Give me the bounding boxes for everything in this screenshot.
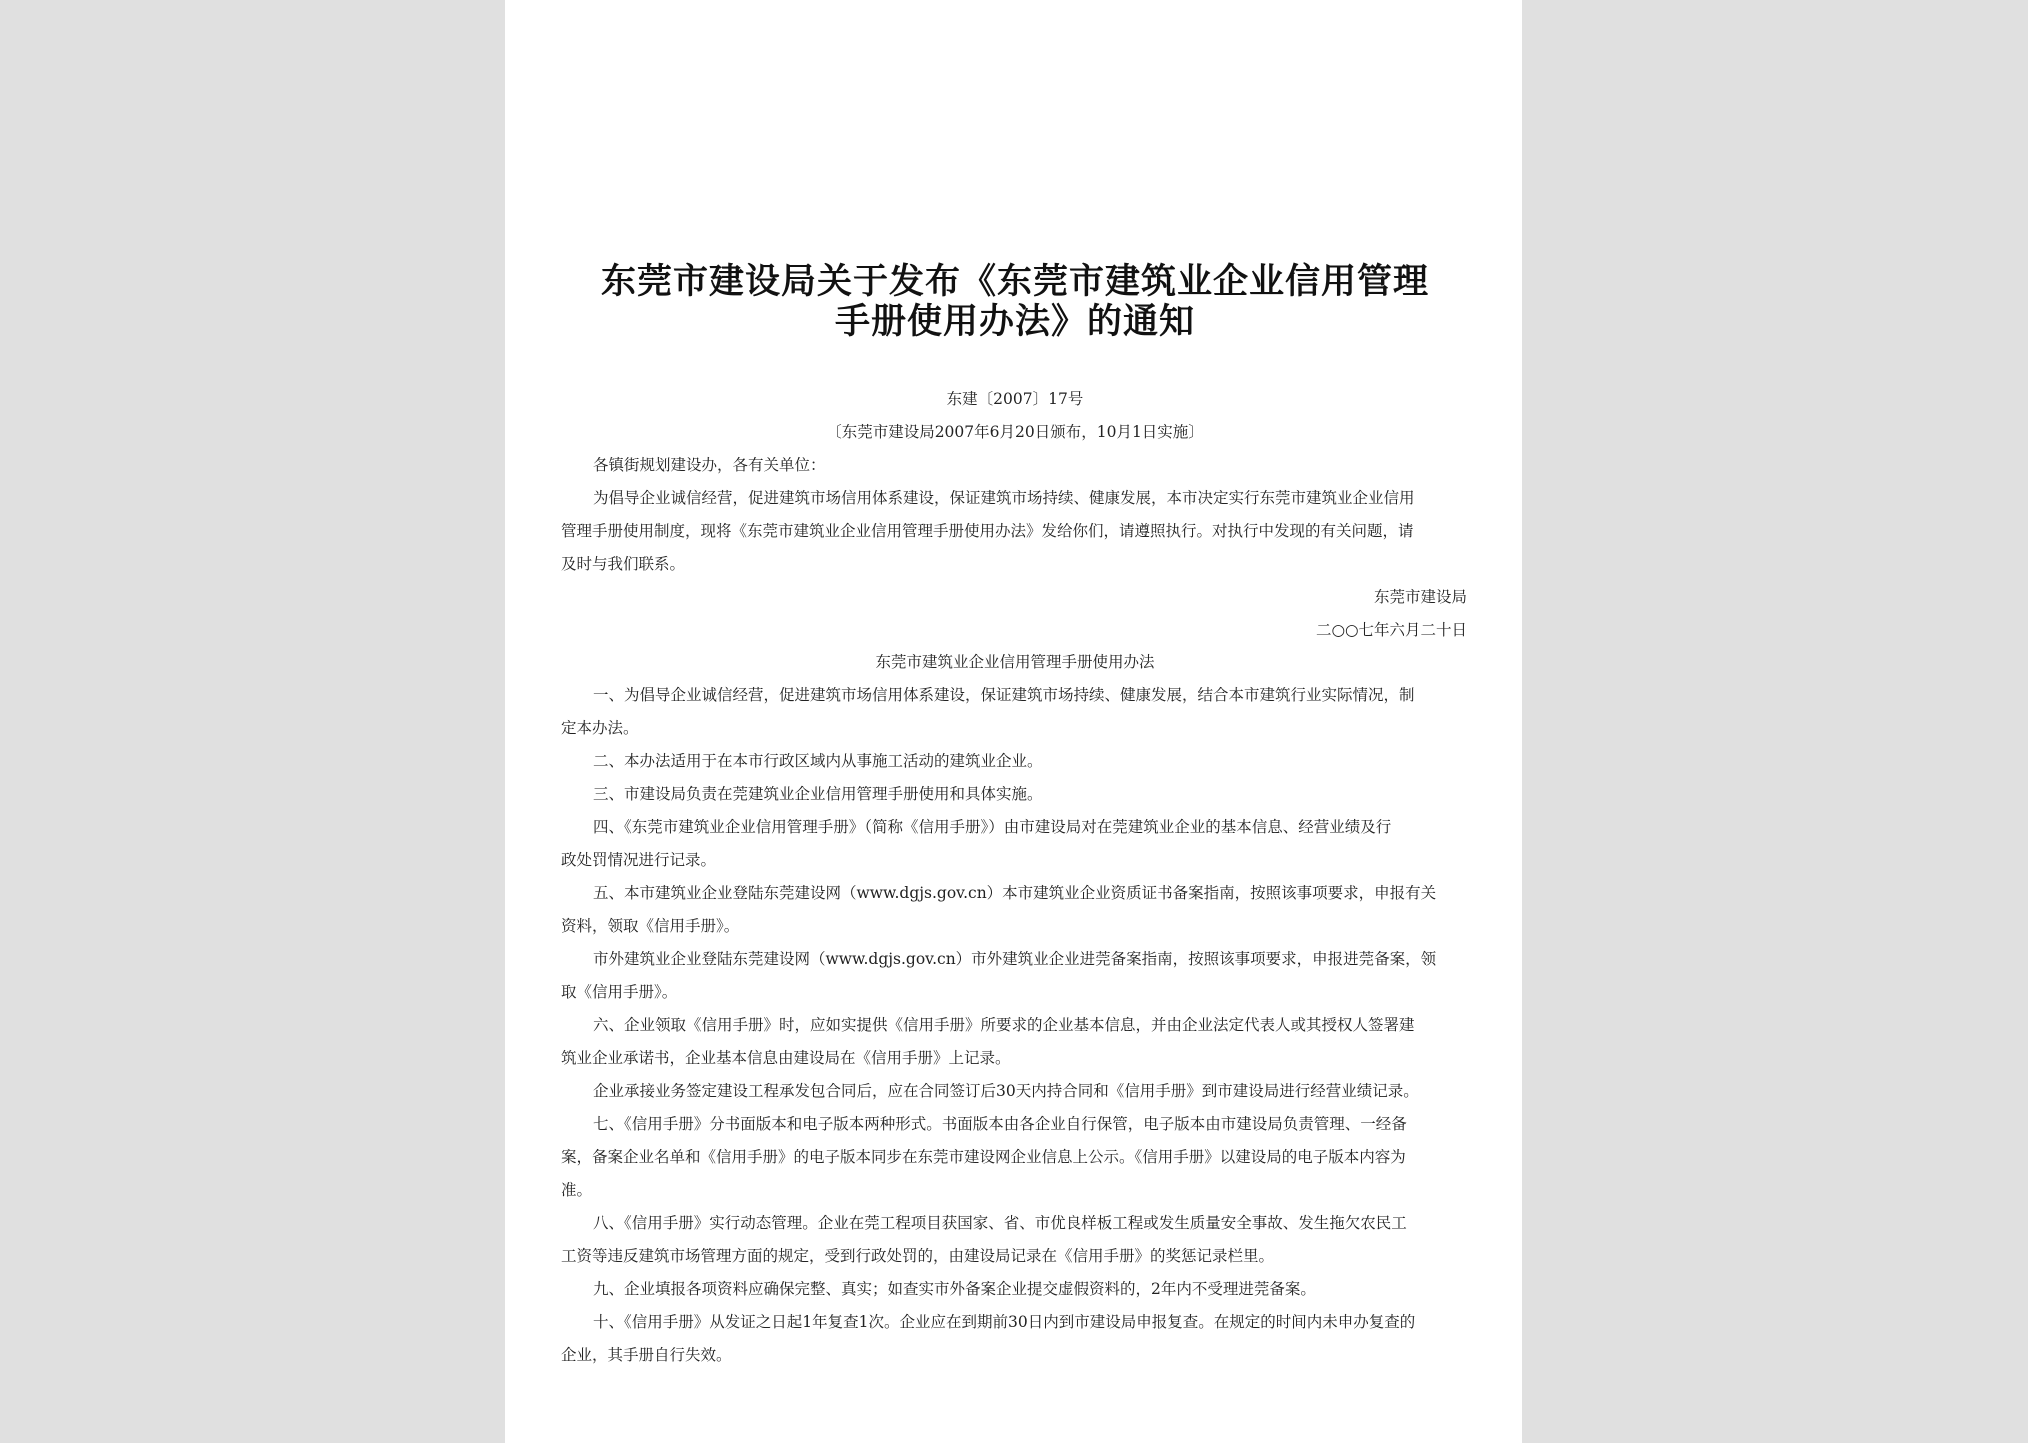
article-line: 十、《信用手册》从发证之日起1年复查1次。企业应在到期前30日内到市建设局申报复查。在规定的时间内未申办复查的	[593, 1313, 1416, 1331]
article-line: 九、企业填报各项资料应确保完整、真实；如查实市外备案企业提交虚假资料的，2年内不受理进莞备案。	[593, 1280, 1316, 1298]
title-line-1: 东莞市建设局关于发布《东莞市建筑业企业信用管理	[600, 261, 1429, 302]
article-line: 四、《东莞市建筑业企业信用管理手册》（简称《信用手册》）由市建设局对在莞建筑业企业的基本信息、经营业绩及行	[593, 818, 1392, 836]
article-line: 市外建筑业企业登陆东莞建设网（www.dgjs.gov.cn）市外建筑业企业进莞备案指南，按照该事项要求，申报进莞备案，领	[593, 950, 1437, 968]
article-line: 取《信用手册》。	[561, 983, 678, 1001]
title-line-2: 手册使用办法》的通知	[834, 301, 1195, 342]
article-line: 二、本办法适用于在本市行政区域内从事施工活动的建筑业企业。	[593, 752, 1043, 770]
article-line: 三、市建设局负责在莞建筑业企业信用管理手册使用和具体实施。	[593, 785, 1043, 803]
intro-line: 及时与我们联系。	[561, 555, 686, 573]
article-line: 资料，领取《信用手册》。	[561, 917, 740, 935]
article-line: 一、为倡导企业诚信经营，促进建筑市场信用体系建设，保证建筑市场持续、健康发展，结合本市建筑行业实际情况，制	[593, 686, 1415, 704]
article-line: 准。	[561, 1181, 593, 1199]
article-line: 八、《信用手册》实行动态管理。企业在莞工程项目获国家、省、市优良样板工程或发生质量安全事故、发生拖欠农民工	[593, 1214, 1407, 1232]
article-line: 企业承接业务签定建设工程承发包合同后，应在合同签订后30天内持合同和《信用手册》到市建设局进行经营业绩记录。	[593, 1082, 1419, 1100]
document-page	[505, 0, 1522, 1443]
article-line: 七、《信用手册》分书面版本和电子版本两种形式。书面版本由各企业自行保管，电子版本由市建设局负责管理、一经备	[593, 1115, 1407, 1133]
article-line: 工资等违反建筑市场管理方面的规定，受到行政处罚的，由建设局记录在《信用手册》的奖惩记录栏里。	[561, 1247, 1275, 1265]
doc-number: 东建〔2007〕17号	[946, 390, 1084, 408]
article-line: 政处罚情况进行记录。	[561, 851, 717, 869]
article-line: 企业，其手册自行失效。	[561, 1346, 732, 1364]
intro-line: 管理手册使用制度，现将《东莞市建筑业企业信用管理手册使用办法》发给你们，请遵照执行。对执行中发现的有关问题，请	[561, 522, 1414, 540]
document-title	[565, 262, 1465, 342]
signature-org: 东莞市建设局	[1373, 588, 1467, 606]
article-line: 六、企业领取《信用手册》时，应如实提供《信用手册》所要求的企业基本信息，并由企业法定代表人或其授权人签署建	[593, 1016, 1415, 1034]
article-line: 五、本市建筑业企业登陆东莞建设网（www.dgjs.gov.cn）本市建筑业企业资质证书备案指南，按照该事项要求，申报有关	[593, 884, 1437, 902]
signature-date: 二○○七年六月二十日	[1315, 621, 1467, 639]
article-line: 定本办法。	[561, 719, 639, 737]
salutation: 各镇街规划建设办，各有关单位：	[593, 456, 826, 474]
measures-title: 东莞市建筑业企业信用管理手册使用办法	[875, 653, 1155, 671]
issue-note: 〔东莞市建设局2007年6月20日颁布，10月1日实施〕	[826, 423, 1204, 441]
intro-line: 为倡导企业诚信经营，促进建筑市场信用体系建设，保证建筑市场持续、健康发展，本市决定实行东莞市建筑业企业信用	[593, 489, 1415, 507]
article-line: 案，备案企业名单和《信用手册》的电子版本同步在东莞市建设网企业信息上公示。《信用手册》以建设局的电子版本内容为	[561, 1148, 1406, 1166]
article-line: 筑业企业承诺书，企业基本信息由建设局在《信用手册》上记录。	[561, 1049, 1011, 1067]
